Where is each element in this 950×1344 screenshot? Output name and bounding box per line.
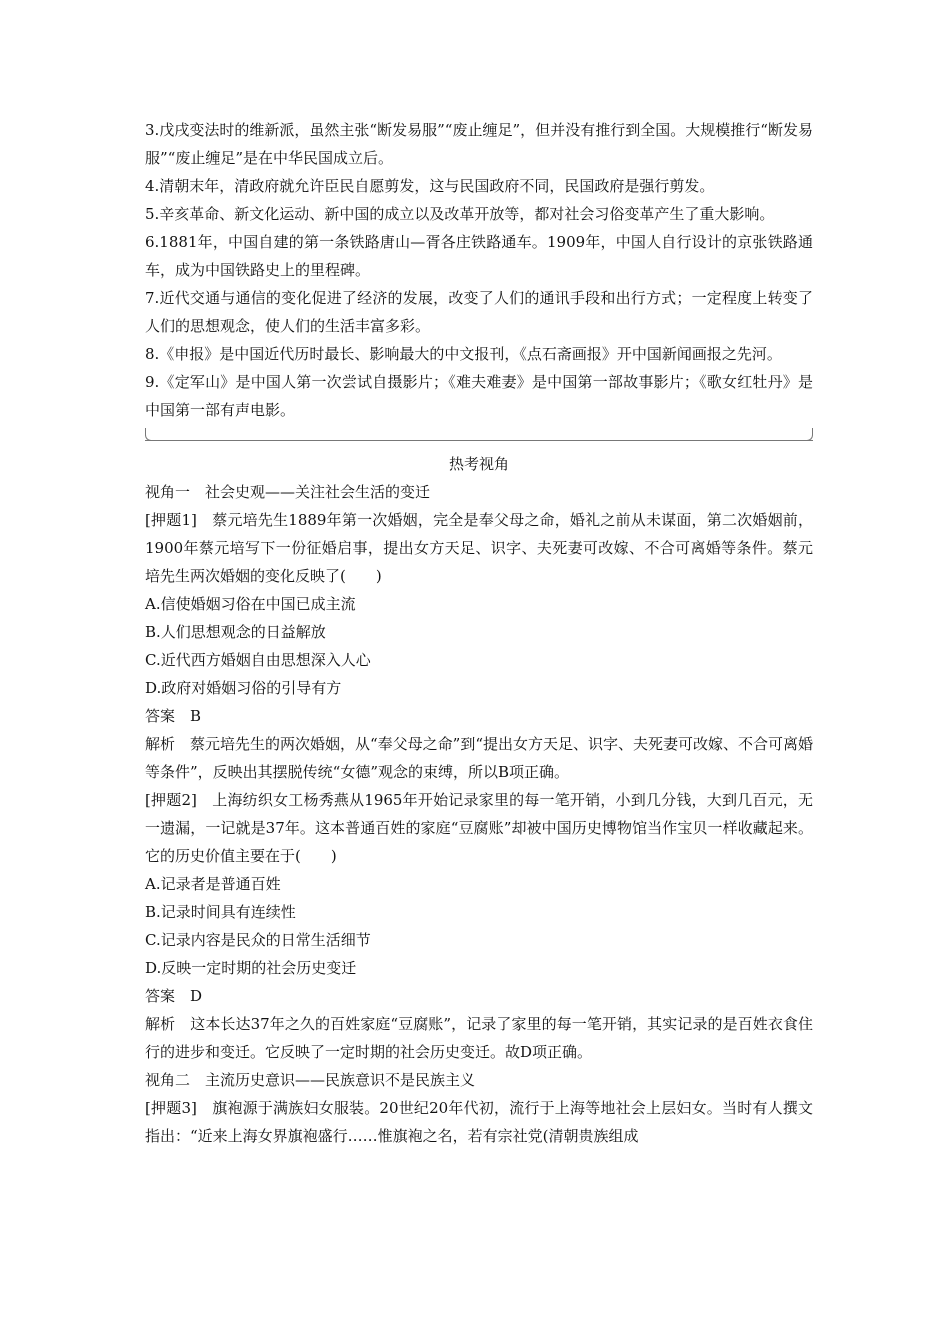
- question-1-option-a: A.信使婚姻习俗在中国已成主流: [145, 595, 356, 613]
- question-2-option-d: D.反映一定时期的社会历史变迁: [145, 959, 357, 977]
- question-1-option-b: B.人们思想观念的日益解放: [145, 623, 326, 641]
- summary-point-9: 9.《定军山》是中国人第一次尝试自摄影片；《难夫难妻》是中国第一部故事影片；《歌女红牡丹》是中国第一部有声电影。: [145, 373, 813, 419]
- question-1-option-c: C.近代西方婚姻自由思想深入人心: [145, 651, 371, 669]
- summary-point-3: 3.戊戌变法时的维新派，虽然主张“断发易服”“废止缠足”，但并没有推行到全国。大规模推行“断发易服”“废止缠足”是在中华民国成立后。: [145, 121, 813, 167]
- summary-box-bottom-border: [145, 428, 813, 450]
- question-2-option-c: C.记录内容是民众的日常生活细节: [145, 931, 371, 949]
- question-2-option-a: A.记录者是普通百姓: [145, 875, 281, 893]
- summary-point-4: 4.清朝末年，清政府就允许臣民自愿剪发，这与民国政府不同，民国政府是强行剪发。: [145, 177, 715, 195]
- question-1-stem: [押题1] 蔡元培先生1889年第一次婚姻，完全是奉父母之命，婚礼之前从未谋面，第二次婚姻前，1900年蔡元培写下一份征婚启事，提出女方天足、识字、夫死妻可改嫁、不合可离婚等条件。蔡元培先生两次婚姻的变化反映了( ): [145, 511, 813, 585]
- question-2-answer: 答案 D: [145, 987, 203, 1005]
- question-2-option-b: B.记录时间具有连续性: [145, 903, 296, 921]
- question-1-analysis: 解析 蔡元培先生的两次婚姻，从“奉父母之命”到“提出女方天足、识字、夫死妻可改嫁、不合可离婚等条件”，反映出其摆脱传统“女德”观念的束缚，所以B项正确。: [145, 735, 814, 781]
- section-title: 热考视角: [448, 455, 509, 473]
- question-3-stem: [押题3] 旗袍源于满族妇女服装。20世纪20年代初，流行于上海等地社会上层妇女。当时有人撰文指出：“近来上海女界旗袍盛行……惟旗袍之名，若有宗社党(清朝贵族组成: [145, 1099, 813, 1145]
- summary-point-7: 7.近代交通与通信的变化促进了经济的发展，改变了人们的通讯手段和出行方式；一定程度上转变了人们的思想观念，使人们的生活丰富多彩。: [145, 289, 813, 335]
- question-1-option-d: D.政府对婚姻习俗的引导有方: [145, 679, 342, 697]
- question-1-answer: 答案 B: [145, 707, 202, 725]
- summary-point-8: 8.《申报》是中国近代历时最长、影响最大的中文报刊，《点石斋画报》开中国新闻画报之先河。: [145, 345, 782, 363]
- summary-point-5: 5.辛亥革命、新文化运动、新中国的成立以及改革开放等，都对社会习俗变革产生了重大影响。: [145, 205, 775, 223]
- angle-two-heading: 视角二 主流历史意识——民族意识不是民族主义: [145, 1071, 476, 1089]
- question-2-stem: [押题2] 上海纺织女工杨秀燕从1965年开始记录家里的每一笔开销，小到几分钱，大到几百元，无一遗漏，一记就是37年。这本普通百姓的家庭“豆腐账”却被中国历史博物馆当作宝贝一样收藏起来。它的历史价值主要在于( ): [145, 791, 813, 865]
- document-page: [145, 116, 813, 1150]
- question-2-analysis: 解析 这本长达37年之久的百姓家庭“豆腐账”，记录了家里的每一笔开销，其实记录的是百姓衣食住行的进步和变迁。它反映了一定时期的社会历史变迁。故D项正确。: [145, 1015, 813, 1061]
- summary-point-6: 6.1881年，中国自建的第一条铁路唐山—胥各庄铁路通车。1909年，中国人自行设计的京张铁路通车，成为中国铁路史上的里程碑。: [145, 233, 813, 279]
- angle-one-heading: 视角一 社会史观——关注社会生活的变迁: [145, 483, 431, 501]
